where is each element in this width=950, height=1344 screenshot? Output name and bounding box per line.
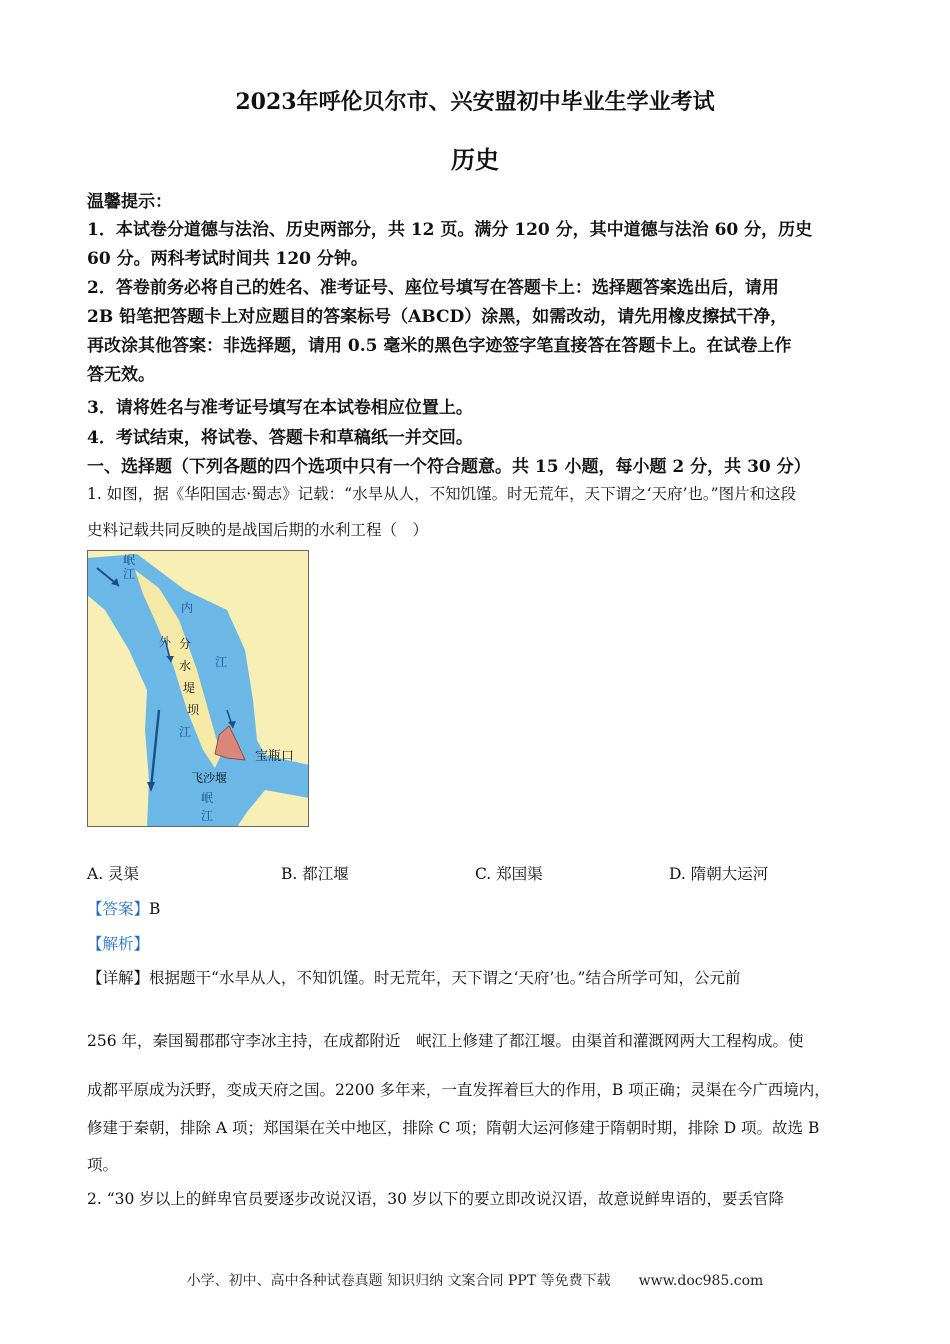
notice-line: 再改涂其他答案：非选择题，请用 0.5 毫米的黑色字迹签字笔直接答在答题卡上。在试卷上作 [87,336,792,356]
detail-line [87,966,740,988]
answer-value: B [149,900,161,918]
detail-line: 项。 [87,1156,119,1174]
option-b: B. 都江堰 [281,865,349,883]
map-label-minjiang-bottom: 岷江 [201,791,214,823]
map-label-fenshui: 分水堤坝 [179,637,200,717]
map-label-minjiang-top: 岷江 [123,553,136,581]
notice-line: 4．考试结束，将试卷、答题卡和草稿纸一并交回。 [87,428,473,448]
map-label-waijiang: 外 [159,635,172,649]
section-heading: 一、选择题（下列各题的四个选项中只有一个符合题意。共 15 小题，每小题 2 分，共 30 分） [87,457,811,477]
question-stem: 史料记载共同反映的是战国后期的水利工程（ ） [87,521,429,539]
answer-tag: 【答案】 [87,900,150,918]
map-label-waijiang: 江 [179,725,192,739]
option-a: A. 灵渠 [87,865,140,883]
exam-title: 2023年呼伦贝尔市、兴安盟初中毕业生学业考试 [235,89,715,115]
notice-line: 3．请将姓名与准考证号填写在本试卷相应位置上。 [87,398,473,418]
option-d: D. 隋朝大运河 [669,865,769,883]
subject-title: 历史 [451,145,499,174]
detail-line: 256 年，秦国蜀郡郡守李冰主持，在成都附近 岷江上修建了都江堰。由渠首和灌溉网两大工程构成。使 [87,1032,804,1050]
map-label-baopingkou: 宝瓶口 [255,749,295,764]
map-label-feishayan: 飞沙堰 [191,771,228,785]
question-2-stem: 2. “30 岁以上的鲜卑官员要逐步改说汉语，30 岁以下的要立即改说汉语，故意说鲜卑语的，要丢官降 [87,1190,784,1208]
question-stem: 1. 如图，据《华阳国志·蜀志》记载：“水旱从人，不知饥馑。时无荒年，天下谓之‘天府’也。”图片和这段 [87,485,797,503]
notice-line: 2B 铅笔把答题卡上对应题目的答案标号（ABCD）涂黑，如需改动，请先用橡皮擦拭干净， [87,307,788,327]
option-c: C. 郑国渠 [475,865,543,883]
notice-line: 60 分。两科考试时间共 120 分钟。 [87,249,368,269]
notice-line: 答无效。 [87,365,155,385]
dujiangyan-map [87,550,309,827]
map-label-neijiang: 江 [215,655,228,669]
answer-line [87,897,160,919]
detail-line: 修建于秦朝，排除 A 项；郑国渠在关中地区，排除 C 项；隋朝大运河修建于隋朝时期，排除 D 项。故选 B [87,1119,820,1137]
analysis-tag: 【解析】 [87,935,150,953]
page-footer: 小学、初中、高中各种试卷真题 知识归纳 文案合同 PPT 等免费下载 www.doc985.com [186,1273,764,1289]
map-label-neijiang: 内 [181,601,194,615]
detail-text: 根据题干“水旱从人，不知饥馑。时无荒年，天下谓之‘天府’也。”结合所学可知，公元前 [149,969,741,987]
detail-line: 成都平原成为沃野，变成天府之国。2200 多年来，一直发挥着巨大的作用，B 项正确；灵渠在今广西境内， [87,1081,830,1099]
notice-line: 2．答卷前务必将自己的姓名、准考证号、座位号填写在答题卡上：选择题答案选出后，请用 [87,278,779,298]
detail-tag: 【详解】 [87,969,150,987]
notice-line: 1．本试卷分道德与法治、历史两部分，共 12 页。满分 120 分，其中道德与法治 60 分，历史 [87,220,813,240]
notice-heading: 温馨提示： [87,192,172,212]
